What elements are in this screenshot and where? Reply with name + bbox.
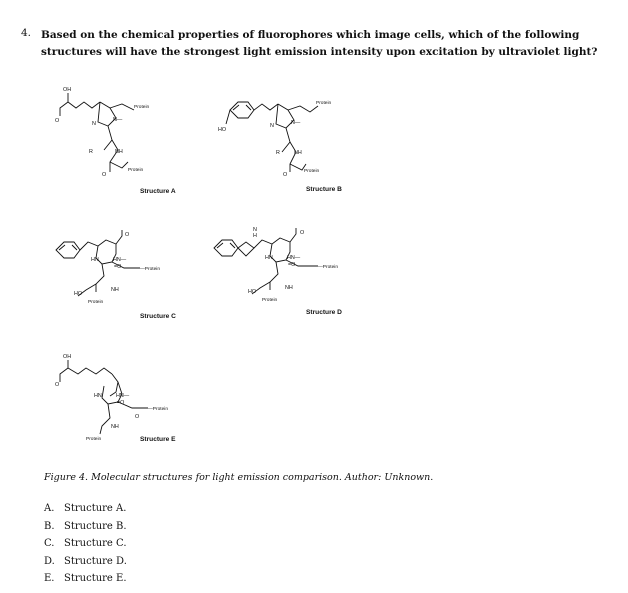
struct-b-n2: N—: [291, 120, 301, 126]
struct-b-protein-2: Protein: [304, 169, 320, 174]
structure-b-drawing: [226, 102, 318, 172]
structure-d-label: Structure D: [306, 309, 342, 316]
question-number: 4.: [21, 27, 32, 39]
struct-e-protein-1: —Protein: [148, 407, 168, 412]
figure-caption: Figure 4. Molecular structures for light emission comparison. Author: Unknown.: [44, 472, 434, 483]
struct-a-oh: OH: [63, 87, 72, 93]
structure-e-drawing: [60, 360, 148, 434]
option-a[interactable]: A. Structure A.: [44, 503, 127, 514]
structure-b-label: Structure B: [306, 186, 342, 193]
struct-e-o2: O: [135, 414, 140, 420]
struct-a-protein-2: Protein: [128, 168, 144, 173]
struct-d-n: N: [253, 227, 257, 233]
structure-e-label: Structure E: [140, 436, 176, 443]
struct-c-hn2: HN—: [113, 257, 127, 263]
answer-options: [44, 500, 127, 588]
struct-d-nh: NH: [285, 285, 293, 291]
option-b[interactable]: B. Structure B.: [44, 520, 127, 532]
struct-c-eqo: =O: [114, 264, 122, 270]
struct-e-oh: OH: [63, 354, 72, 360]
structure-d-drawing: [214, 228, 318, 294]
struct-a-r: R: [89, 149, 93, 155]
struct-a-o: O: [55, 118, 60, 124]
structure-c-drawing: [56, 230, 140, 296]
option-d[interactable]: D. Structure D.: [44, 555, 127, 567]
structure-c-label: Structure C: [140, 313, 176, 320]
struct-d-hn1: HN: [265, 255, 273, 261]
struct-a-protein-1: Protein: [134, 105, 150, 110]
struct-b-protein-1: Protein: [316, 101, 332, 106]
struct-d-o: O: [300, 230, 305, 236]
question-text: Based on the chemical properties of fluorophores which image cells, which of the following structures will have the strongest light emission intensity upon excitation by ultraviolet light?: [41, 29, 598, 58]
struct-b-n1: N: [270, 123, 274, 129]
struct-b-nh: NH: [294, 150, 302, 156]
struct-b-r: R: [276, 150, 280, 156]
struct-c-protein-2: Protein: [88, 300, 104, 305]
struct-d-h: H: [253, 233, 257, 239]
struct-e-hn2: HN—: [116, 393, 130, 399]
struct-d-hn2: HN—: [287, 255, 301, 261]
option-c[interactable]: C. Structure C.: [44, 538, 127, 549]
struct-b-o2: O: [283, 172, 288, 178]
struct-d-ho: HO: [248, 289, 257, 295]
struct-c-o: O: [125, 232, 130, 238]
struct-c-ho: HO: [74, 291, 83, 297]
structure-a-label: Structure A: [140, 188, 176, 195]
structure-a-drawing: [60, 93, 134, 172]
struct-c-hn1: HN: [91, 257, 99, 263]
struct-c-protein-1: —Protein: [140, 267, 160, 272]
struct-e-nh: NH: [111, 424, 119, 430]
option-e[interactable]: E. Structure E.: [44, 573, 127, 584]
struct-e-protein-2: Protein: [86, 437, 102, 442]
struct-e-o: O: [55, 382, 60, 388]
struct-c-nh: NH: [111, 287, 119, 293]
struct-d-protein-2: Protein: [262, 298, 278, 303]
struct-e-eqo: =O: [117, 400, 125, 406]
struct-a-n2: N—: [113, 117, 123, 123]
struct-d-eqo: =O: [288, 262, 296, 268]
struct-a-o2: O: [102, 172, 107, 178]
struct-a-n1: N: [92, 121, 96, 127]
struct-d-protein-1: —Protein: [318, 265, 338, 270]
struct-a-nh: NH: [115, 149, 123, 155]
struct-b-ho: HO: [218, 127, 227, 133]
struct-e-hn1: HN: [94, 393, 102, 399]
